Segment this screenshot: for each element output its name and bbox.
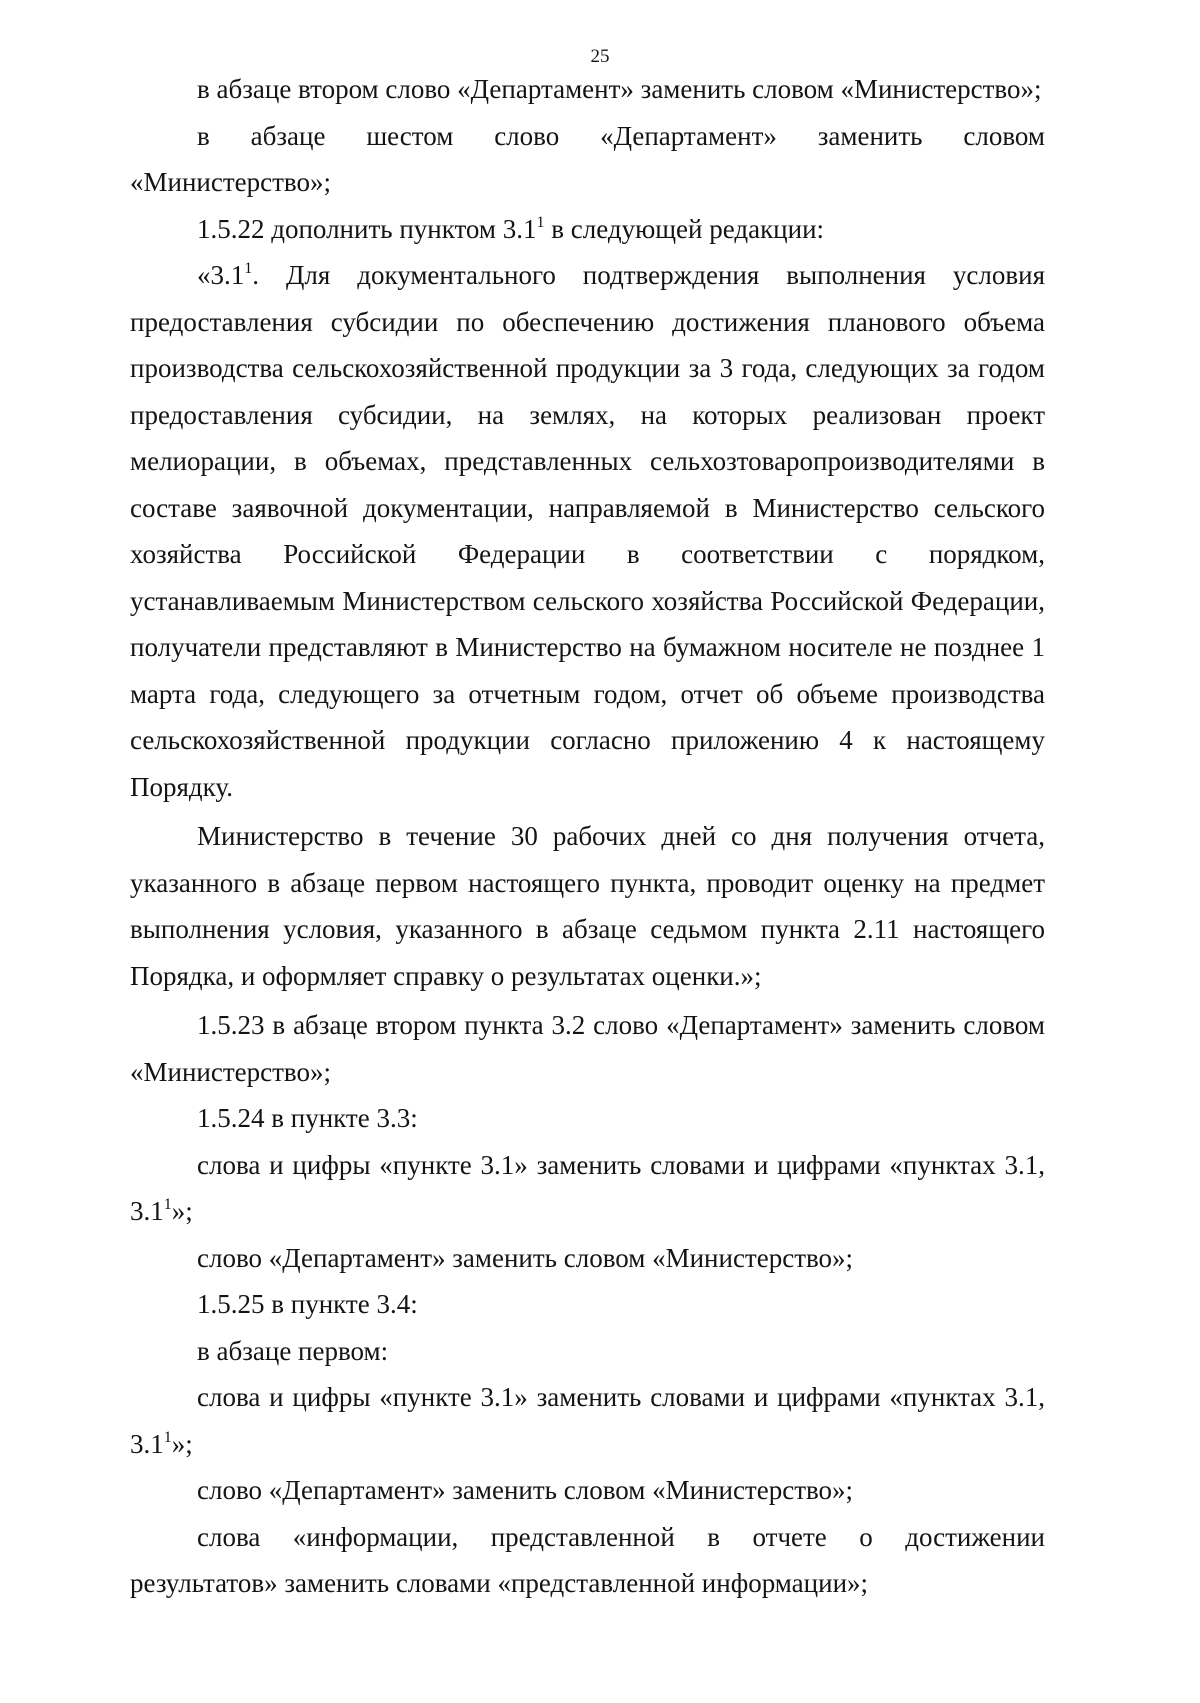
paragraph xyxy=(130,1095,1045,1142)
text-run: слова и цифры «пункте 3.1» заменить словами и цифрами «пунктах 3.1, 3.1 xyxy=(130,1149,1045,1226)
paragraph xyxy=(130,1281,1045,1328)
paragraph xyxy=(130,113,1045,206)
text-run: 1.5.22 дополнить пунктом 3.1 xyxy=(197,213,537,244)
text-run: слово «Департамент» заменить словом «Министерство»; xyxy=(197,1475,854,1505)
text-run: «3.1 xyxy=(197,260,245,290)
text-run: 1.5.23 в абзаце втором пункта 3.2 слово «Департамент» заменить словом «Министерство»; xyxy=(130,1010,1045,1087)
paragraph xyxy=(130,1235,1045,1282)
text-run: слово «Департамент» заменить словом «Министерство»; xyxy=(197,1242,854,1273)
paragraph xyxy=(130,66,1045,113)
text-run: »; xyxy=(171,1196,193,1226)
document-body xyxy=(130,66,1045,1607)
page-number: 25 xyxy=(590,46,610,67)
paragraph xyxy=(130,1002,1045,1095)
text-run: в абзаце первом: xyxy=(197,1335,389,1366)
paragraph xyxy=(130,1514,1045,1607)
superscript: 1 xyxy=(163,1428,172,1446)
text-run: в следующей редакции: xyxy=(544,213,825,244)
text-run: в абзаце втором слово «Департамент» заменить словом «Министерство»; xyxy=(197,74,1042,104)
text-run: »; xyxy=(171,1428,193,1459)
paragraph xyxy=(130,1467,1045,1514)
text-run: 1.5.24 в пункте 3.3: xyxy=(197,1103,418,1133)
superscript: 1 xyxy=(163,1196,172,1213)
text-run: 1.5.25 в пункте 3.4: xyxy=(197,1289,418,1319)
paragraph xyxy=(130,813,1045,999)
paragraph xyxy=(130,1142,1045,1235)
paragraph xyxy=(130,1328,1045,1375)
text-run: . Для документального подтверждения выполнения условия предоставления субсидии по обеспечению достижения планового объема производства сельскохозяйственной продукции за 3 года, следующих за годом предоставления субсидии, на землях, на которых реализован проект мелиорации, в объемах, представленных сельхозтоваропроизводителями в составе заявочной документации, направляемой в Министерство сельского хозяйства Российской Федерации в соответствии с порядком, устанавливаемым Министерством сельского хозяйства Российской Федерации, получатели представляют в Министерство на бумажном носителе не позднее 1 марта года, следующего за отчетным годом, отчет об объеме производства сельскохозяйственной продукции согласно приложению 4 к настоящему Порядку. xyxy=(130,260,1045,802)
superscript: 1 xyxy=(536,213,545,231)
paragraph xyxy=(130,1374,1045,1467)
text-run: в абзаце шестом слово «Департамент» заменить словом «Министерство»; xyxy=(130,120,1045,197)
text-run: Министерство в течение 30 рабочих дней со дня получения отчета, указанного в абзаце первом настоящего пункта, проводит оценку на предмет выполнения условия, указанного в абзаце седьмом пункта 2.11 настоящего Порядка, и оформляет справку о результатах оценки.»; xyxy=(130,821,1045,991)
paragraph xyxy=(130,252,1045,810)
paragraph xyxy=(130,206,1045,253)
text-run: слова и цифры «пункте 3.1» заменить словами и цифрами «пунктах 3.1, 3.1 xyxy=(130,1382,1045,1459)
text-run: слова «информации, представленной в отчете о достижении результатов» заменить словами «представленной информации»; xyxy=(130,1521,1045,1598)
superscript: 1 xyxy=(244,260,253,277)
